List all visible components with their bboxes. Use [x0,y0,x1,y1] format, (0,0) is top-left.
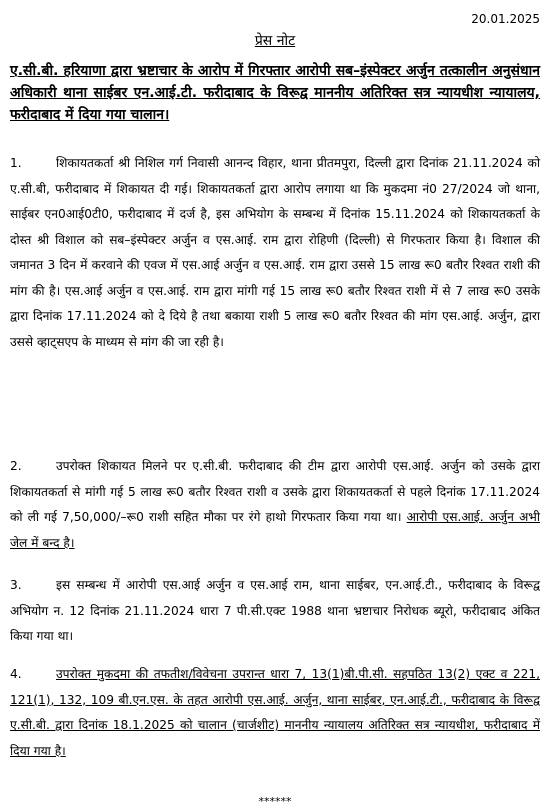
footer-mark: ****** [258,795,292,808]
paragraph-2 [10,454,540,556]
document-date: 20.01.2025 [471,12,540,26]
paragraph-text: उपरोक्त शिकायत मिलने पर ए.सी.बी. फरीदाबाद की टीम द्वारा आरोपी एस.आई. अर्जुन को उसके द्वारा शिकायतकर्ता से मांगी गई 5 लाख रू0 बतौर रिश्वत राशी व उसके द्वारा शिकायतकर्ता से पहले दिनांक 17.11.2024 को ली गई 7,50,000/–रू0 राशी सहित मौका पर रंगे हाथो गिरफतार किया गया था। [10,459,540,524]
headline: ए.सी.बी. हरियाणा द्वारा भ्रष्टाचार के आरोप में गिरफ्तार आरोपी सब–इंस्पेक्टर अर्जुन तत्कालीन अनुसंधान अधिकारी थाना साईबर एन.आई.टी. फरीदाबाद के विरूद्व माननीय अतिरिक्त सत्र न्यायधीश न्यायालय, फरीदाबाद में दिया गया चालान। [10,63,540,123]
paragraph-text: इस सम्बन्ध में आरोपी एस.आई अर्जुन व एस.आई राम, थाना साईबर, एन.आई.टी., फरीदाबाद के विरूद्व अभियोग न. 12 दिनांक 21.11.2024 धारा 7 पी.सी.एक्ट 1988 थाना भ्रष्टाचार निरोधक ब्यूरो, फरीदाबाद अंकित किया गया था। [10,578,540,643]
paragraph-number: 3. [10,578,22,592]
paragraph-underlined-text: आरोपी एस.आई. अर्जुन अभी जेल में बन्द है। [10,510,541,550]
paragraph-3 [10,573,540,650]
paragraph-1 [10,151,540,355]
paragraph-number: 1. [10,156,22,170]
paragraph-number: 4. [10,667,22,681]
document-title: प्रेस नोट [254,33,296,49]
paragraph-underlined-text: उपरोक्त मुकदमा की तफतीश/विवेचना उपरान्त धारा 7, 13(1)बी.पी.सी. सहपठित 13(2) एक्ट व 221, 121(1), 132, 109 बी.एन.एस. के तहत आरोपी एस.आई. अर्जुन, थाना साईबर, एन.आई.टी., फरीदाबाद के विरूद्व ए.सी.बी. द्वारा दिनांक 18.1.2025 को चालान (चार्जशीट) माननीय न्यायालय अतिरिक्त सत्र न्यायधीश, फरीदाबाद में दिया गया है। [10,667,540,758]
paragraph-text: शिकायतकर्ता श्री निशिल गर्ग निवासी आनन्द विहार, थाना प्रीतमपुरा, दिल्ली द्वारा दिनांक 21.11.2024 को ए.सी.बी, फरीदाबाद में शिकायत दी गई। शिकायतकर्ता द्वारा आरोप लगाया था कि मुकदमा नं0 27/2024 जो थाना, साईबर एन0आई0टी0, फरीदाबाद में दर्ज है, इस अभियोग के सम्बन्ध में दिनांक 15.11.2024 को शिकायतकर्ता के दोस्त श्री विशाल को सब–इंस्पेक्टर अर्जुन व एस.आई. राम द्वारा रोहिणी (दिल्ली) से गिरफतार किया है। विशाल की जमानत 3 दिन में करवाने की एवज में एस.आई अर्जुन व एस.आई. राम द्वारा उससे 15 लाख रू0 बतौर रिश्वत राशी की मांग की है। एस.आई अर्जुन व एस.आई. राम द्वारा मांगी गई 15 लाख रू0 बतौर रिश्वत राशी में से 7 लाख रू0 उसके द्वारा दिनांक 17.11.2024 को दे दिये है तथा बकाया राशी 5 लाख रू0 बतौर रिश्वत की मांग एस.आई. अर्जुन, द्वारा उससे व्हाट्सएप के माध्यम से मांग की जा रही है। [10,156,540,349]
paragraph-number: 2. [10,459,22,473]
paragraph-4 [10,662,540,764]
